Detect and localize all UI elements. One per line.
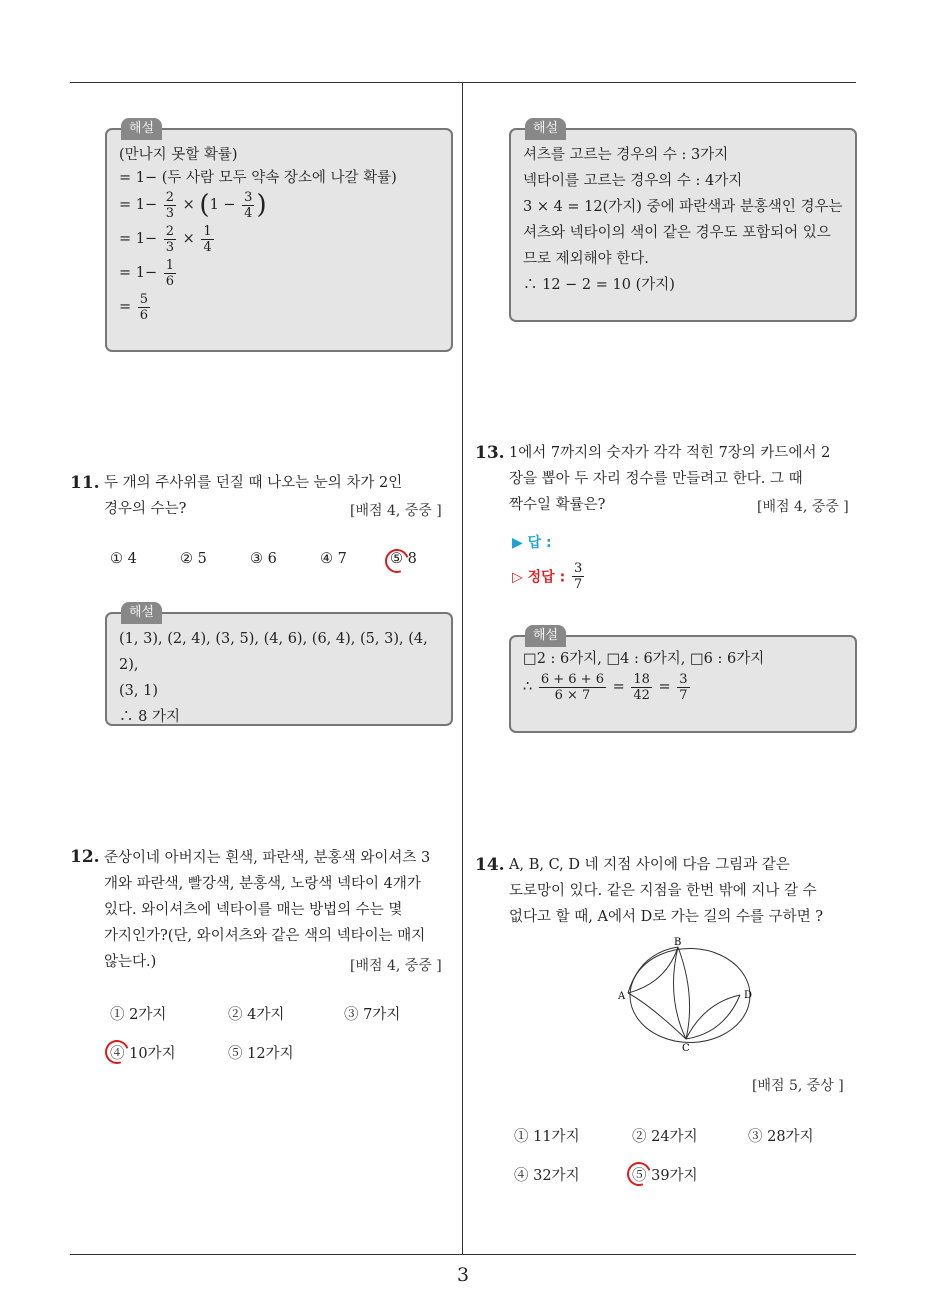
choice-option[interactable]: ① 11가지 [514, 1129, 580, 1145]
explanation-tag: 해설 [121, 118, 162, 140]
explanation-box-q12 [509, 121, 857, 322]
explanation-tag: 해설 [525, 625, 566, 647]
road-c-d-1 [686, 995, 740, 1039]
question-text: 준상이네 아버지는 흰색, 파란색, 분홍색 와이셔츠 3 개와 파란색, 빨강색, 분홍색, 노랑색 넥타이 4개가 있다. 와이셔츠에 넥타이를 매는 방법의 수는 몇 가지인가?(단, 와이셔츠와 같은 색의 넥타이는 매지 않는다.) [104, 850, 431, 970]
choice-option[interactable]: ② 24가지 [632, 1129, 698, 1145]
correct-answer: ▷ 정답 : $\frac{3}{7}$ [512, 561, 583, 592]
road-a-b-2 [628, 947, 678, 993]
choice-option-selected[interactable]: ④ 10가지 [110, 1046, 176, 1062]
explanation-line: 넥타이를 고르는 경우의 수 : 4가지 [523, 173, 743, 189]
explanation-box-prev-left [105, 121, 453, 352]
diagram-label-a: A [618, 991, 626, 1002]
explanation-line: 셔츠와 넥타이의 색이 같은 경우도 포함되어 있으 [523, 225, 831, 241]
choice-option[interactable]: ② 5 [180, 551, 207, 567]
explanation-line: = $\frac{5}{6}$ [119, 291, 149, 323]
question-meta: [배점 4, 중중 ] [350, 503, 442, 519]
road-c-d-2 [686, 995, 740, 1039]
question-text: 두 개의 주사위를 던질 때 나오는 눈의 차가 2인 경우의 수는? [104, 475, 403, 517]
diagram-label-d: D [744, 990, 753, 1001]
explanation-line: = 1− $\frac{1}{6}$ [119, 257, 175, 289]
explanation-line: 3 × 4 = 12(가지) 중에 파란색과 분홍색인 경우는 [523, 199, 843, 215]
bottom-rule [70, 1254, 856, 1255]
explanation-line: = 1− (두 사람 모두 약속 장소에 나갈 확률) [119, 170, 397, 186]
question-number: 11. [70, 473, 100, 493]
choice-option[interactable]: ④ 32가지 [514, 1168, 580, 1184]
explanation-line: ∴ $\frac{6 + 6 + 6}{6 \times 7}$ = $\frac{18}{42}$ = $\frac{3}{7}$ [523, 671, 688, 703]
explanation-box-q13 [509, 628, 857, 733]
choice-option[interactable]: ⑤ 12가지 [228, 1046, 294, 1062]
road-a-b-1 [628, 947, 678, 993]
choice-option[interactable]: ① 4 [110, 551, 137, 567]
explanation-line: (1, 3), (2, 4), (3, 5), (4, 6), (6, 4), (5, 3), (4, 2), [119, 631, 428, 673]
road-b-c-1 [674, 947, 687, 1039]
answer-input-label[interactable]: ▶ 답 : [512, 535, 552, 551]
explanation-line: (만나지 못할 확률) [119, 147, 238, 163]
explanation-line: □2 : 6가지, □4 : 6가지, □6 : 6가지 [523, 651, 765, 667]
choice-option[interactable]: ③ 6 [250, 551, 277, 567]
choice-option[interactable]: ② 4가지 [228, 1007, 285, 1023]
question-number: 12. [70, 847, 100, 867]
explanation-box-q11 [105, 605, 453, 726]
explanation-line: = 1− $\frac{2}{3}$ × $\frac{1}{4}$ [119, 223, 212, 255]
page-number: 3 [456, 1264, 470, 1286]
question-meta: [배점 4, 중중 ] [757, 499, 849, 515]
explanation-line: (3, 1) [119, 683, 158, 699]
explanation-tag: 해설 [121, 602, 162, 624]
choice-option[interactable]: ③ 7가지 [344, 1007, 401, 1023]
answer-circle-mark [381, 545, 413, 577]
diagram-label-b: B [674, 937, 682, 948]
question-meta: [배점 4, 중중 ] [350, 958, 442, 974]
choice-option[interactable]: ③ 28가지 [748, 1129, 814, 1145]
explanation-line: ∴ 8 가지 [119, 709, 180, 725]
question-meta: [배점 5, 중상 ] [752, 1078, 844, 1094]
choice-option-selected[interactable]: ⑤ 8 [390, 551, 417, 567]
explanation-tag: 해설 [525, 118, 566, 140]
road-outer-circle [630, 949, 753, 1043]
choice-option[interactable]: ① 2가지 [110, 1007, 167, 1023]
explanation-line: 셔츠를 고르는 경우의 수 : 3가지 [523, 147, 729, 163]
road-network-diagram [600, 935, 780, 1055]
question-number: 14. [475, 855, 505, 875]
top-rule [70, 82, 856, 83]
explanation-line: ∴ 12 − 2 = 10 (가지) [523, 277, 675, 293]
answer-circle-mark [101, 1036, 133, 1068]
question-number: 13. [475, 443, 505, 463]
road-b-c-2 [678, 947, 690, 1039]
question-text: A, B, C, D 네 지점 사이에 다음 그림과 같은 도로망이 있다. 같은 지점을 한번 밖에 지나 갈 수 없다고 할 때, A에서 D로 가는 길의 수를 구하면 ? [509, 857, 824, 925]
answer-circle-mark [623, 1158, 655, 1190]
diagram-label-c: C [682, 1043, 690, 1054]
choice-option-selected[interactable]: ⑤ 39가지 [632, 1168, 698, 1184]
explanation-line: 므로 제외해야 한다. [523, 251, 649, 267]
column-divider [462, 82, 463, 1254]
choice-option[interactable]: ④ 7 [320, 551, 347, 567]
question-text: 1에서 7까지의 숫자가 각각 적힌 7장의 카드에서 2 장을 뽑아 두 자리 정수를 만들려고 한다. 그 때 짝수일 확률은? [509, 445, 831, 513]
explanation-line: = 1− $\frac{2}{3}$ × (1 − $\frac{3}{4}$ ) [119, 189, 267, 221]
